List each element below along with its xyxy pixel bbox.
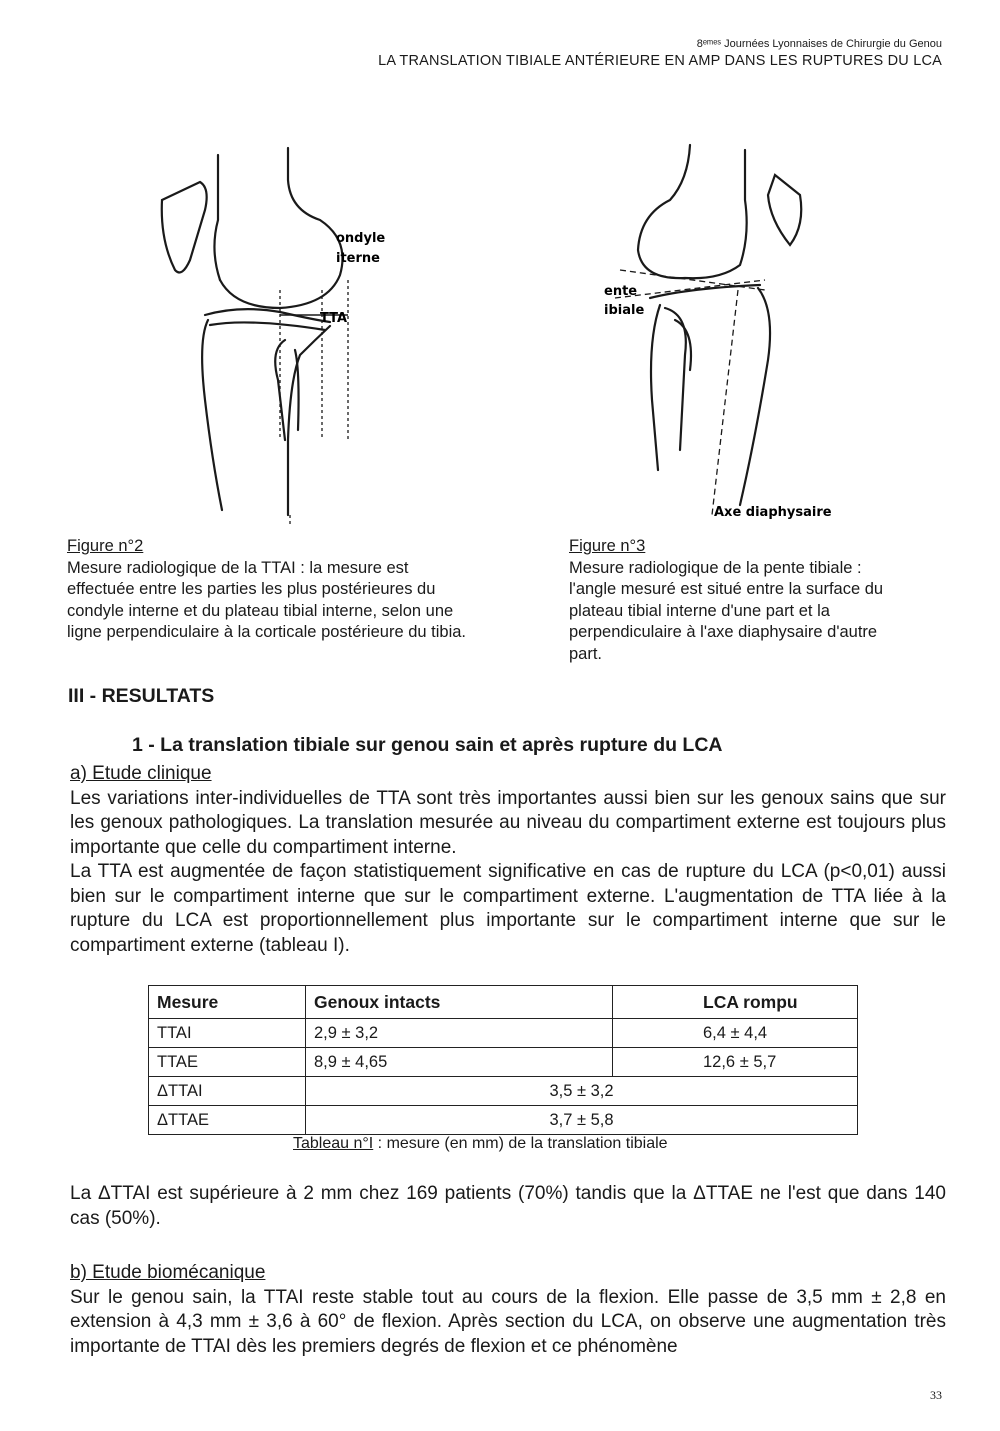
figure-2-label-condyle: ondyle xyxy=(336,231,386,246)
figure-3-caption-text: Mesure radiologique de la pente tibiale : l'angle mesuré est situé entre la surface du plateau tibial interne d'une part et la perpendiculaire à l'axe diaphysaire d'autre part. xyxy=(569,558,884,663)
figure-3-label-tibiale: ibiale xyxy=(604,303,645,318)
table-cell-mesure: ΔTTAI xyxy=(149,1077,306,1106)
subsection-title: 1 - La translation tibiale sur genou sain et après rupture du LCA xyxy=(132,734,723,756)
etude-clinique-block xyxy=(70,762,946,958)
table-cell-mesure: TTAE xyxy=(149,1048,306,1077)
table-header-intacts: Genoux intacts xyxy=(306,986,613,1019)
section-title: III - RESULTATS xyxy=(68,685,215,707)
table-cell-mesure: TTAI xyxy=(149,1019,306,1048)
table-cell-mesure: ΔTTAE xyxy=(149,1106,306,1135)
table-cell-rompu: 6,4 ± 4,4 xyxy=(613,1019,858,1048)
article-title: LA TRANSLATION TIBIALE ANTÉRIEURE EN AMP DANS LES RUPTURES DU LCA xyxy=(378,53,942,69)
figure-2-drawing xyxy=(150,140,410,530)
figure-2-caption-text: Mesure radiologique de la TTAI : la mesure est effectuée entre les parties les plus postérieures du condyle interne et du plateau tibial interne, selon une ligne perpendiculaire à la corticale postérieure du tibia. xyxy=(67,558,466,641)
table-header-mesure: Mesure xyxy=(149,986,306,1019)
figure-3-drawing xyxy=(590,140,840,530)
delta-paragraph: La ΔTTAI est supérieure à 2 mm chez 169 patients (70%) tandis que la ΔTTAE ne l'est que dans 140 cas (50%). xyxy=(70,1183,946,1229)
table-header-row xyxy=(149,986,858,1019)
etude-clinique-paragraph-2: La TTA est augmentée de façon statistiquement significative en cas de rupture du LCA (p<0,01) aussi bien sur le compartiment interne que sur le compartiment externe. L'augmentation de TTA liée à la rupture du LCA est proportionnellement plus importante sur le compartiment interne que sur le compartiment externe (tableau I). xyxy=(70,861,946,956)
table-caption-text: : mesure (en mm) de la translation tibiale xyxy=(373,1135,668,1152)
table-row xyxy=(149,1048,858,1077)
table-header-rompu: LCA rompu xyxy=(613,986,858,1019)
figure-3-caption xyxy=(569,536,909,665)
table-cell-delta: 3,5 ± 3,2 xyxy=(306,1077,858,1106)
etude-clinique-paragraph-1: Les variations inter-individuelles de TTA sont très importantes aussi bien sur les genoux sains que sur les genoux pathologiques. La translation mesurée au niveau du compartiment externe est toujours plus importante que celle du compartiment interne. xyxy=(70,787,946,858)
table-caption xyxy=(293,1135,668,1153)
etude-biomecanique-paragraph-1: Sur le genou sain, la TTAI reste stable tout au cours de la flexion. Elle passe de 3,5 mm ± 2,8 en extension à 4,3 mm ± 3,6 à 60° de flexion. Après section du LCA, on observe une augmentation très importante de TTAI dès les premiers degrés de flexion et ce phénomène xyxy=(70,1286,946,1357)
table-row xyxy=(149,1106,858,1135)
figure-3-caption-title: Figure n°3 xyxy=(569,537,646,555)
page-number: 33 xyxy=(930,1388,942,1402)
etude-clinique-label: a) Etude clinique xyxy=(70,763,212,784)
figure-2-caption xyxy=(67,536,467,644)
table-cell-delta: 3,7 ± 5,8 xyxy=(306,1106,858,1135)
figure-3-label-axe: Axe diaphysaire xyxy=(714,505,832,520)
table-row xyxy=(149,1019,858,1048)
table-row xyxy=(149,1077,858,1106)
table-cell-intacts: 8,9 ± 4,65 xyxy=(306,1048,613,1077)
figure-2-label-interne: iterne xyxy=(336,251,380,266)
table-cell-rompu: 12,6 ± 5,7 xyxy=(613,1048,858,1077)
table-caption-label: Tableau n°I xyxy=(293,1135,374,1152)
results-table xyxy=(148,985,858,1135)
figure-3-label-pente: ente xyxy=(604,284,638,299)
journal-title: 8ᵉᵐᵉˢ Journées Lyonnaises de Chirurgie du Genou xyxy=(696,38,942,50)
figure-2-label-tta: TTA xyxy=(320,311,348,326)
etude-biomecanique-label: b) Etude biomécanique xyxy=(70,1262,266,1283)
figure-2-caption-title: Figure n°2 xyxy=(67,537,144,555)
table-cell-intacts: 2,9 ± 3,2 xyxy=(306,1019,613,1048)
etude-biomecanique-block xyxy=(70,1261,946,1359)
